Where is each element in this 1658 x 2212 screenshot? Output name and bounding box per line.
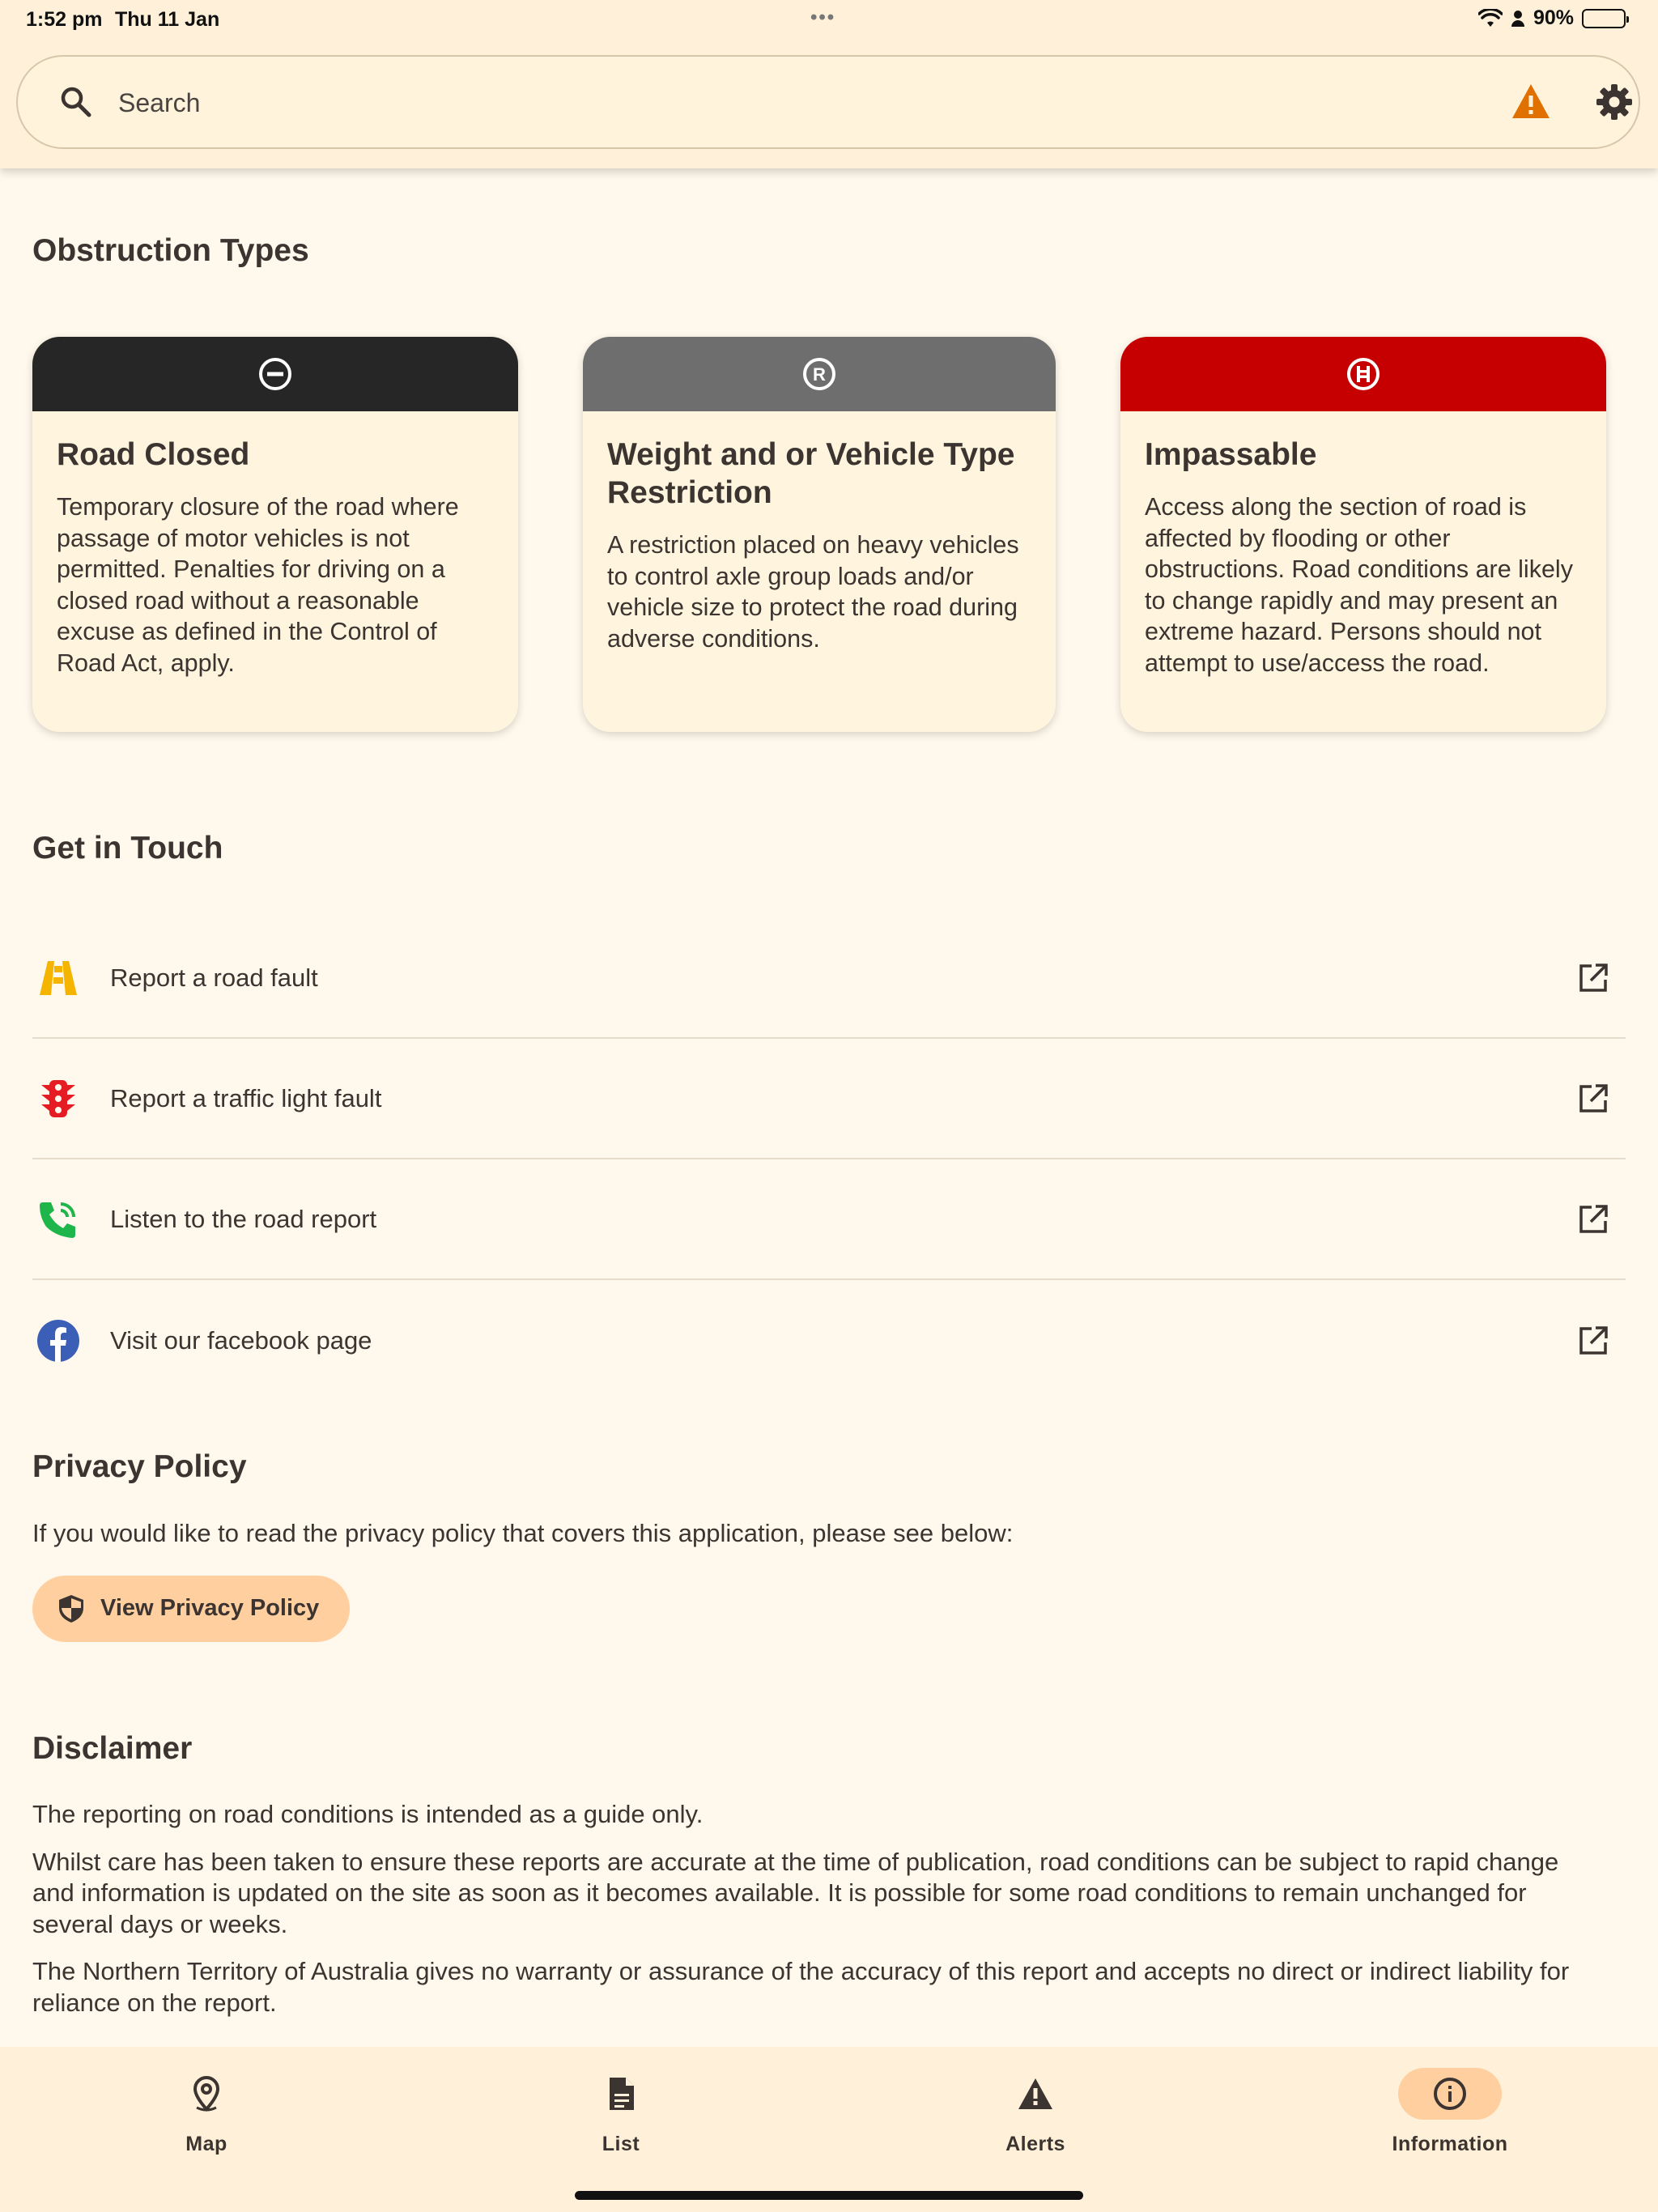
external-link-icon[interactable] — [1577, 1203, 1609, 1236]
touch-list — [32, 918, 1626, 1401]
card-title: Weight and or Vehicle Type Restriction — [607, 437, 1015, 510]
status-date: Thu 11 Jan — [115, 8, 220, 31]
road-icon — [38, 959, 79, 997]
restriction-icon — [801, 356, 837, 392]
phone-icon — [38, 1199, 79, 1240]
nav-map[interactable] — [117, 2068, 295, 2165]
impassable-icon — [1346, 356, 1381, 392]
nav-label: List — [602, 2133, 640, 2155]
list-item-facebook[interactable] — [32, 1280, 1626, 1401]
battery-percent: 90% — [1533, 6, 1574, 29]
battery-icon — [1582, 9, 1626, 28]
list-item-road-report[interactable] — [32, 1159, 1626, 1280]
nav-alerts[interactable] — [946, 2068, 1124, 2165]
multitask-dots-icon[interactable]: ••• — [810, 6, 836, 28]
person-icon — [1511, 10, 1525, 28]
card-restriction — [583, 337, 1056, 732]
privacy-heading: Privacy Policy — [32, 1449, 247, 1484]
card-header — [583, 337, 1056, 411]
external-link-icon[interactable] — [1577, 1325, 1609, 1357]
status-bar — [0, 0, 1658, 40]
card-title: Road Closed — [57, 437, 250, 472]
external-link-icon[interactable] — [1577, 962, 1609, 994]
card-title: Impassable — [1145, 437, 1317, 472]
nav-label: Map — [185, 2133, 227, 2155]
disclaimer-paragraph: Whilst care has been taken to ensure these reports are accurate at the time of publication, road conditions can be subject to rapid change and information is updated on the site as soon as it becomes available. It is possible for some road conditions to remain unchanged for several days or weeks. — [32, 1847, 1559, 1938]
list-item-road-fault[interactable] — [32, 918, 1626, 1039]
touch-heading: Get in Touch — [32, 831, 223, 866]
list-item-label: Report a road fault — [110, 963, 318, 992]
status-time: 1:52 pm — [26, 8, 103, 31]
external-link-icon[interactable] — [1577, 1083, 1609, 1115]
bottom-nav — [0, 2047, 1658, 2212]
list-item-label: Report a traffic light fault — [110, 1083, 382, 1112]
view-privacy-policy-button[interactable] — [32, 1576, 350, 1642]
card-header — [1120, 337, 1606, 411]
search-icon — [58, 84, 94, 120]
nav-information[interactable] — [1361, 2068, 1539, 2165]
disclaimer-body — [32, 1799, 1595, 2035]
search-input[interactable] — [118, 81, 1333, 125]
search-bar[interactable] — [16, 55, 1640, 149]
gear-icon[interactable] — [1595, 83, 1634, 121]
road-closed-icon — [257, 356, 293, 392]
card-description: Temporary closure of the road where passage of motor vehicles is not permitted. Penalties for driving on a closed road without a reasonable excuse as defined in the Control of Road Act, apply. — [57, 493, 459, 677]
card-description: A restriction placed on heavy vehicles to control axle group loads and/or vehicle size to protect the road during adverse conditions. — [607, 531, 1019, 653]
obstruction-cards — [32, 337, 1626, 734]
svg-text:R: R — [813, 364, 826, 385]
facebook-icon — [36, 1319, 80, 1363]
disclaimer-paragraph: The Northern Territory of Australia gives no warranty or assurance of the accuracy of this report and accepts no direct or indirect liability for reliance on the report. — [32, 1957, 1570, 2017]
home-indicator[interactable] — [575, 2191, 1083, 2200]
list-icon — [606, 2076, 636, 2112]
list-item-traffic-light[interactable] — [32, 1039, 1626, 1159]
card-description: Access along the section of road is affected by flooding or other obstructions. Road conditions are likely to change rapidly and may present an extreme hazard. Persons should not attempt to use/access the road. — [1145, 493, 1573, 677]
privacy-text: If you would like to read the privacy policy that covers this application, please see below: — [32, 1519, 1014, 1547]
map-pin-icon — [190, 2075, 223, 2112]
card-impassable — [1120, 337, 1606, 732]
warning-icon[interactable] — [1511, 83, 1551, 120]
list-item-label: Listen to the road report — [110, 1204, 377, 1233]
nav-label: Information — [1392, 2133, 1508, 2155]
alert-icon — [1017, 2077, 1054, 2111]
card-road-closed — [32, 337, 518, 732]
disclaimer-paragraph: The reporting on road conditions is intended as a guide only. — [32, 1800, 704, 1828]
nav-label: Alerts — [1005, 2133, 1065, 2155]
status-right — [1478, 6, 1626, 30]
button-label: View Privacy Policy — [100, 1595, 320, 1621]
top-bar — [0, 0, 1658, 168]
obstruction-heading: Obstruction Types — [32, 233, 309, 268]
info-icon — [1432, 2076, 1468, 2112]
nav-list[interactable] — [532, 2068, 710, 2165]
disclaimer-heading: Disclaimer — [32, 1731, 193, 1766]
traffic-light-icon — [40, 1078, 77, 1119]
wifi-icon — [1478, 9, 1503, 28]
list-item-label: Visit our facebook page — [110, 1325, 372, 1355]
card-header — [32, 337, 518, 411]
shield-icon — [57, 1593, 86, 1624]
